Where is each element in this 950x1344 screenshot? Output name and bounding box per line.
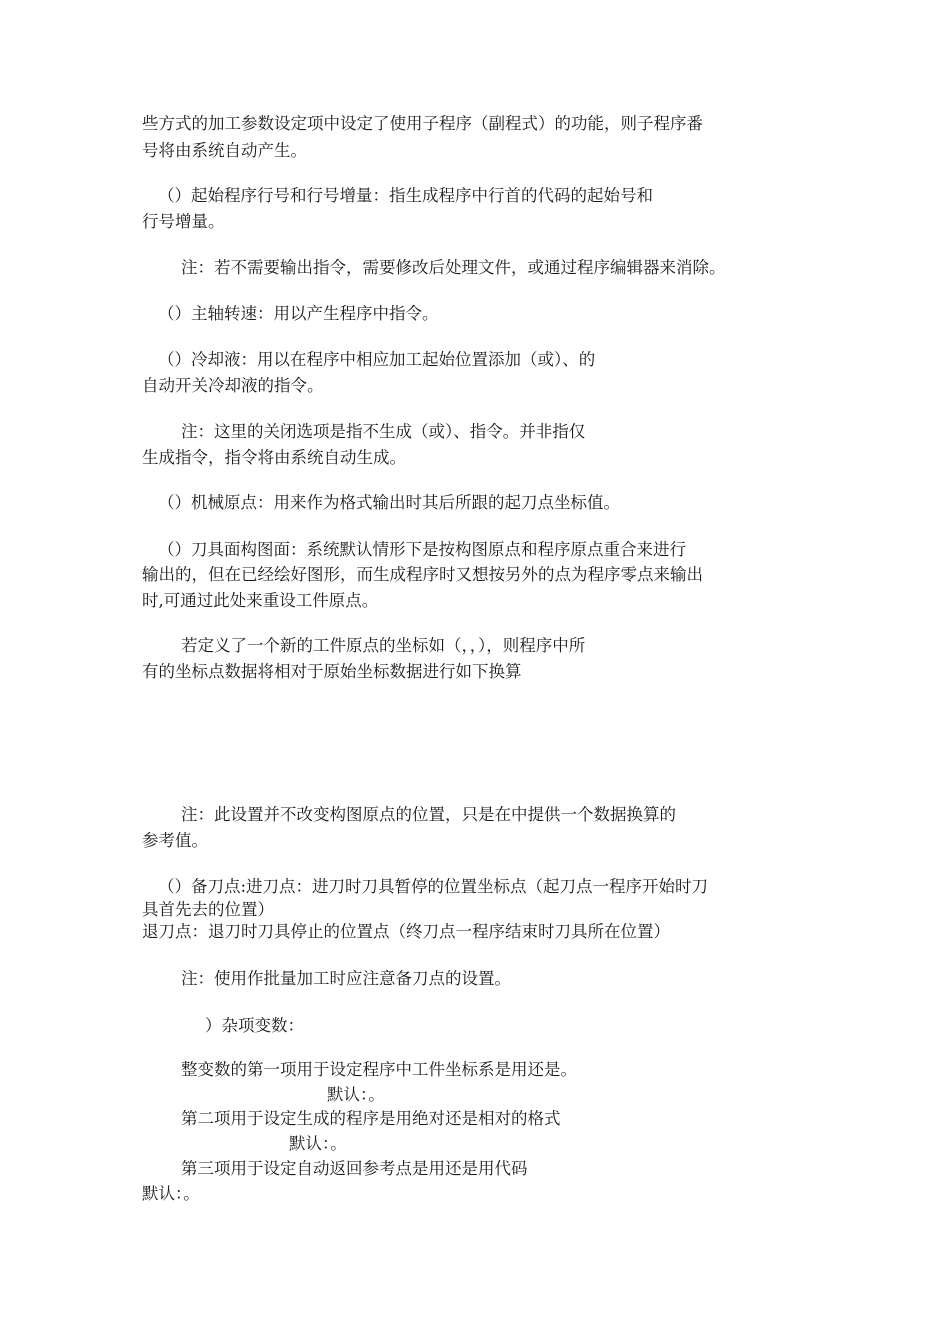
paragraph-line: 若定义了一个新的工件原点的坐标如（，，），则程序中所	[181, 636, 586, 655]
paragraph-line: 具首先去的位置）	[142, 900, 274, 919]
note-line: 注：若不需要输出指令，需要修改后处理文件，或通过程序编辑器来消除。	[181, 258, 726, 277]
paragraph-line: 行号增量。	[142, 212, 225, 231]
paragraph-line: （）刀具面构图面：系统默认情形下是按构图原点和程序原点重合来进行	[158, 540, 686, 559]
note-line: 生成指令，指令将由系统自动生成。	[142, 448, 406, 467]
default-value-line: 默认：。	[142, 1184, 200, 1203]
paragraph-line: 时,可通过此处来重设工件原点。	[142, 591, 379, 610]
note-line: 注：这里的关闭选项是指不生成（或）、指令。并非指仅	[181, 422, 586, 441]
note-line: 注：此设置并不改变构图原点的位置，只是在中提供一个数据换算的	[181, 805, 676, 824]
section-heading: ）杂项变数：	[205, 1016, 304, 1035]
paragraph-line: （）起始程序行号和行号增量：指生成程序中行首的代码的起始号和	[158, 186, 653, 205]
paragraph-line: （）备刀点:进刀点：进刀时刀具暂停的位置坐标点（起刀点一程序开始时刀	[158, 877, 709, 896]
paragraph-line: （）冷却液：用以在程序中相应加工起始位置添加（或）、的	[158, 350, 596, 369]
paragraph-line: 第三项用于设定自动返回参考点是用还是用代码	[181, 1159, 528, 1178]
default-value-line: 默认：。	[327, 1085, 385, 1104]
paragraph-line: （）主轴转速：用以产生程序中指令。	[158, 304, 439, 323]
paragraph-line: 第二项用于设定生成的程序是用绝对还是相对的格式	[181, 1109, 561, 1128]
paragraph-line: 自动开关冷却液的指令。	[142, 376, 324, 395]
paragraph-line: 些方式的加工参数设定项中设定了使用子程序（副程式）的功能，则子程序番	[142, 114, 703, 133]
paragraph-line: 退刀点：退刀时刀具停止的位置点（终刀点一程序结束时刀具所在位置）	[142, 922, 670, 941]
paragraph-line: 号将由系统自动产生。	[142, 141, 307, 160]
note-line: 参考值。	[142, 831, 208, 850]
note-line: 注：使用作批量加工时应注意备刀点的设置。	[181, 969, 511, 988]
paragraph-line: 整变数的第一项用于设定程序中工件坐标系是用还是。	[181, 1060, 577, 1079]
paragraph-line: （）机械原点：用来作为格式输出时其后所跟的起刀点坐标值。	[158, 493, 620, 512]
default-value-line: 默认：。	[289, 1134, 347, 1153]
paragraph-line: 输出的，但在已经绘好图形，而生成程序时又想按另外的点为程序零点来输出	[142, 565, 703, 584]
paragraph-line: 有的坐标点数据将相对于原始坐标数据进行如下换算	[142, 662, 522, 681]
